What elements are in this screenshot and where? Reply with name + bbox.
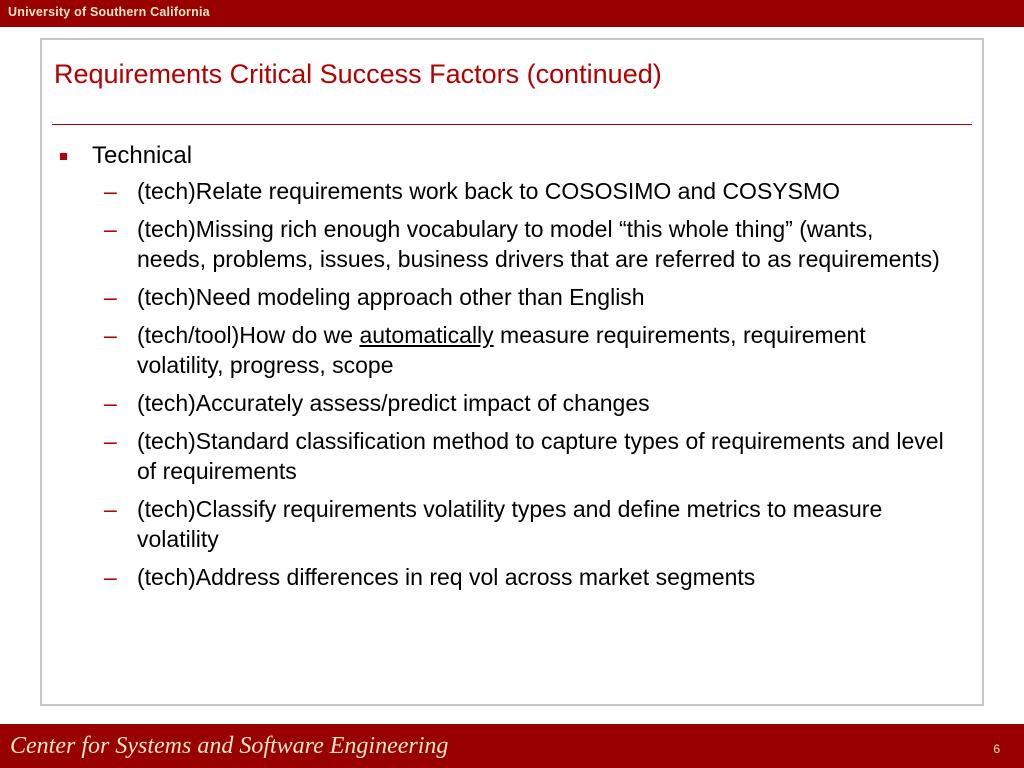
sub-bullet-item bbox=[60, 426, 947, 486]
square-bullet-icon bbox=[60, 153, 67, 160]
center-name: Center for Systems and Software Engineering bbox=[10, 733, 449, 759]
dash-bullet-icon: – bbox=[104, 322, 117, 348]
dash-bullet-icon: – bbox=[104, 428, 117, 454]
dash-bullet-icon: – bbox=[104, 284, 117, 310]
dash-bullet-icon: – bbox=[104, 216, 117, 242]
sub-bullet-item bbox=[60, 320, 947, 380]
sub-bullet-text-pre: (tech/tool)How do we bbox=[137, 322, 360, 348]
sub-bullet-text: (tech)Standard classification method to capture types of requirements and level of requirements bbox=[137, 428, 944, 484]
sub-bullet-item bbox=[60, 388, 947, 418]
sub-bullet-item bbox=[60, 176, 947, 206]
bullet-label: Technical bbox=[92, 142, 193, 169]
dash-bullet-icon: – bbox=[104, 564, 117, 590]
sub-bullet-item bbox=[60, 494, 947, 554]
emphasized-word: automatically bbox=[359, 322, 494, 348]
university-name: University of Southern California bbox=[8, 5, 210, 19]
sub-bullet-item bbox=[60, 562, 947, 592]
sub-bullet-text: (tech)Accurately assess/predict impact of changes bbox=[137, 390, 650, 416]
bottom-banner bbox=[0, 724, 1024, 768]
dash-bullet-icon: – bbox=[104, 496, 117, 522]
sub-bullet-text: (tech)Missing rich enough vocabulary to model “this whole thing” (wants, needs, problems, issues, business drivers that are referred to as requirements) bbox=[137, 216, 940, 272]
sub-bullet-text: (tech)Classify requirements volatility types and define metrics to measure volatility bbox=[137, 496, 883, 552]
sub-bullet-text: (tech)Relate requirements work back to COSOSIMO and COSYSMO bbox=[137, 178, 841, 204]
dash-bullet-icon: – bbox=[104, 178, 117, 204]
sub-bullet-text-post: measure requirements, requirement volatility, progress, scope bbox=[137, 322, 866, 378]
slide-content bbox=[60, 140, 960, 600]
sub-bullet-list bbox=[60, 176, 960, 592]
sub-bullet-text: (tech)Address differences in req vol across market segments bbox=[137, 564, 756, 590]
bullet-technical bbox=[60, 140, 960, 172]
sub-bullet-item bbox=[60, 282, 947, 312]
dash-bullet-icon: – bbox=[104, 390, 117, 416]
slide-title: Requirements Critical Success Factors (continued) bbox=[54, 59, 662, 89]
title-divider bbox=[52, 124, 972, 125]
sub-bullet-item bbox=[60, 214, 947, 274]
page-number: 6 bbox=[993, 742, 1000, 756]
sub-bullet-text: (tech)Need modeling approach other than English bbox=[137, 284, 645, 310]
top-banner bbox=[0, 0, 1024, 27]
